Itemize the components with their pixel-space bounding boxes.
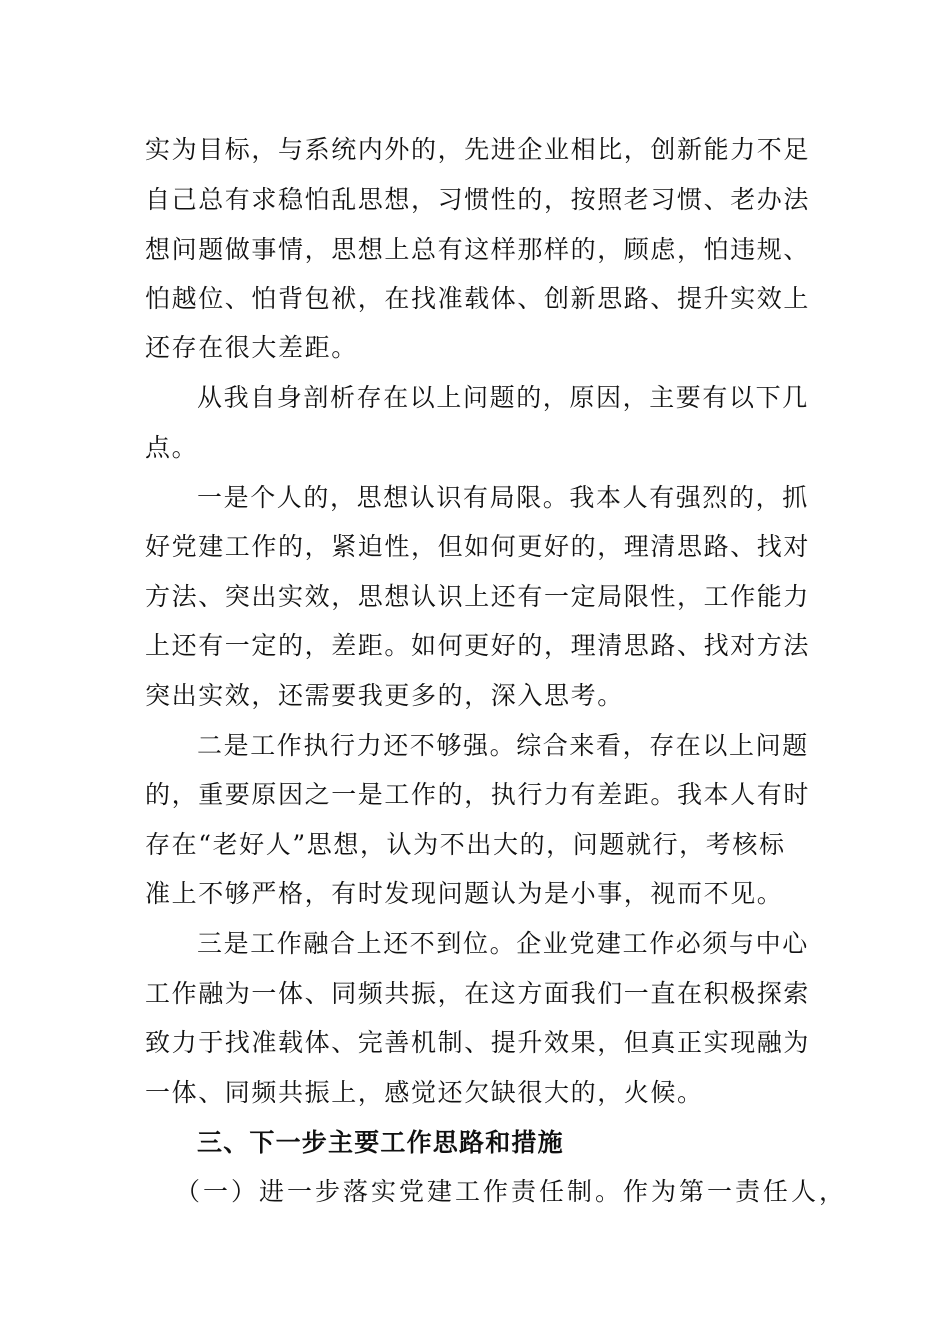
body-line: 好党建工作的，紧迫性，但如何更好的，理清思路、找对 [145,532,811,561]
section-heading: 三、下一步主要工作思路和措施 [197,1128,564,1157]
body-line: 自己总有求稳怕乱思想，习惯性的，按照老习惯、老办法 [145,185,811,214]
body-line: 存在“老好人”思想，认为不出大的，问题就行，考核标 [145,830,786,859]
body-line: 怕越位、怕背包袱，在找准载体、创新思路、提升实效上 [145,284,811,313]
body-line: 准上不够严格，有时发现问题认为是小事，视而不见。 [145,879,784,908]
subsection-heading: （一）进一步落实党建工作责任制。作为第一责任人， [175,1177,848,1206]
body-line: 工作融为一体、同频共振，在这方面我们一直在积极探索 [145,979,811,1008]
paragraph-first-line: 从我自身剖析存在以上问题的，原因，主要有以下几 [197,383,809,412]
paragraph-first-line: 二是工作执行力还不够强。综合来看，存在以上问题 [197,731,809,760]
body-line: 上还有一定的，差距。如何更好的，理清思路、找对方法 [145,631,811,660]
body-line: 致力于找准载体、完善机制、提升效果，但真正实现融为 [145,1028,811,1057]
body-line: 方法、突出实效，思想认识上还有一定局限性，工作能力 [145,582,811,611]
body-line: 想问题做事情，思想上总有这样那样的，顾虑，怕违规、 [145,235,811,264]
body-line: 的，重要原因之一是工作的，执行力有差距。我本人有时 [145,780,811,809]
body-line: 实为目标，与系统内外的，先进企业相比，创新能力不足 [145,135,811,164]
body-line: 一体、同频共振上，感觉还欠缺很大的，火候。 [145,1078,704,1107]
paragraph-first-line: 一是个人的，思想认识有局限。我本人有强烈的，抓 [197,483,809,512]
body-line: 还存在很大差距。 [145,333,358,362]
body-line: 点。 [145,433,199,462]
paragraph-first-line: 三是工作融合上还不到位。企业党建工作必须与中心 [197,929,809,958]
body-line: 突出实效，还需要我更多的，深入思考。 [145,681,624,710]
